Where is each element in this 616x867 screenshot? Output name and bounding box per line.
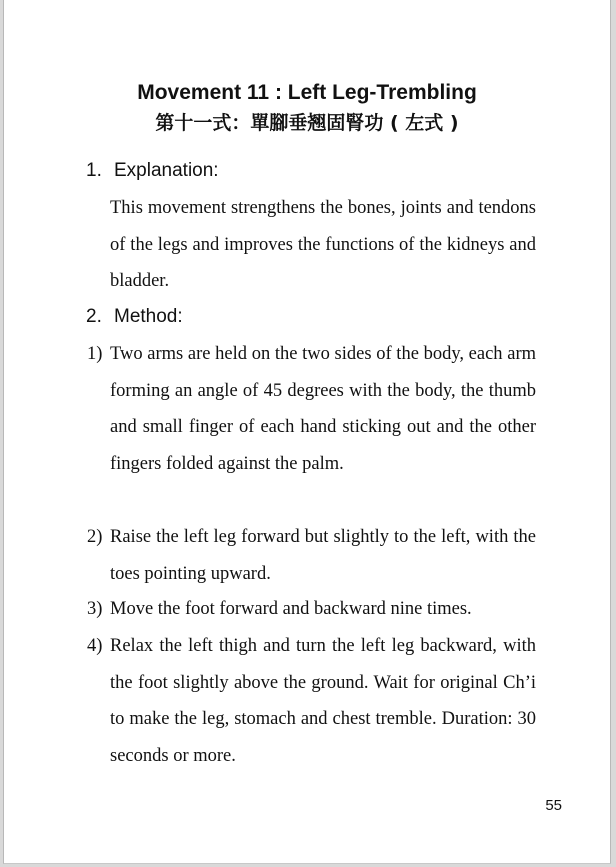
section-heading-explanation bbox=[86, 159, 219, 183]
section-heading-label: Method: bbox=[114, 306, 183, 327]
section-number: 1. bbox=[86, 160, 102, 181]
section-heading-method bbox=[86, 305, 183, 329]
method-step-4 bbox=[87, 628, 536, 774]
step-text: Two arms are held on the two sides of the body, each arm forming an angle of 45 degrees with the body, the thumb and small finger of each hand sticking out and the other fingers folded against the palm. bbox=[110, 344, 536, 474]
step-marker: 4) bbox=[87, 636, 103, 656]
step-marker: 3) bbox=[87, 599, 103, 619]
section-heading-label: Explanation: bbox=[114, 160, 219, 181]
method-step-2 bbox=[87, 519, 536, 592]
step-text: Raise the left leg forward but slightly to the left, with the toes pointing upward. bbox=[110, 527, 536, 584]
section-number: 2. bbox=[86, 306, 102, 327]
step-marker: 2) bbox=[87, 527, 103, 547]
explanation-paragraph: This movement strengthens the bones, joints and tendons of the legs and improves the functions of the kidneys and bladder. bbox=[110, 198, 536, 291]
step-marker: 1) bbox=[87, 344, 103, 364]
method-step-1 bbox=[87, 336, 536, 482]
step-text: Relax the left thigh and turn the left leg backward, with the foot slightly above the ground. Wait for original Ch’i to make the leg, stomach and chest tremble. Duration: 30 seconds or more. bbox=[110, 636, 536, 766]
title-english: Movement 11 : Left Leg-Trembling bbox=[137, 81, 477, 104]
page-number: 55 bbox=[545, 797, 562, 814]
title-chinese: 第十一式：單腳垂翘固腎功 ( 左式 ) bbox=[155, 112, 459, 134]
step-text: Move the foot forward and backward nine times. bbox=[110, 599, 472, 619]
book-page bbox=[3, 0, 611, 864]
method-step-3 bbox=[87, 591, 536, 628]
